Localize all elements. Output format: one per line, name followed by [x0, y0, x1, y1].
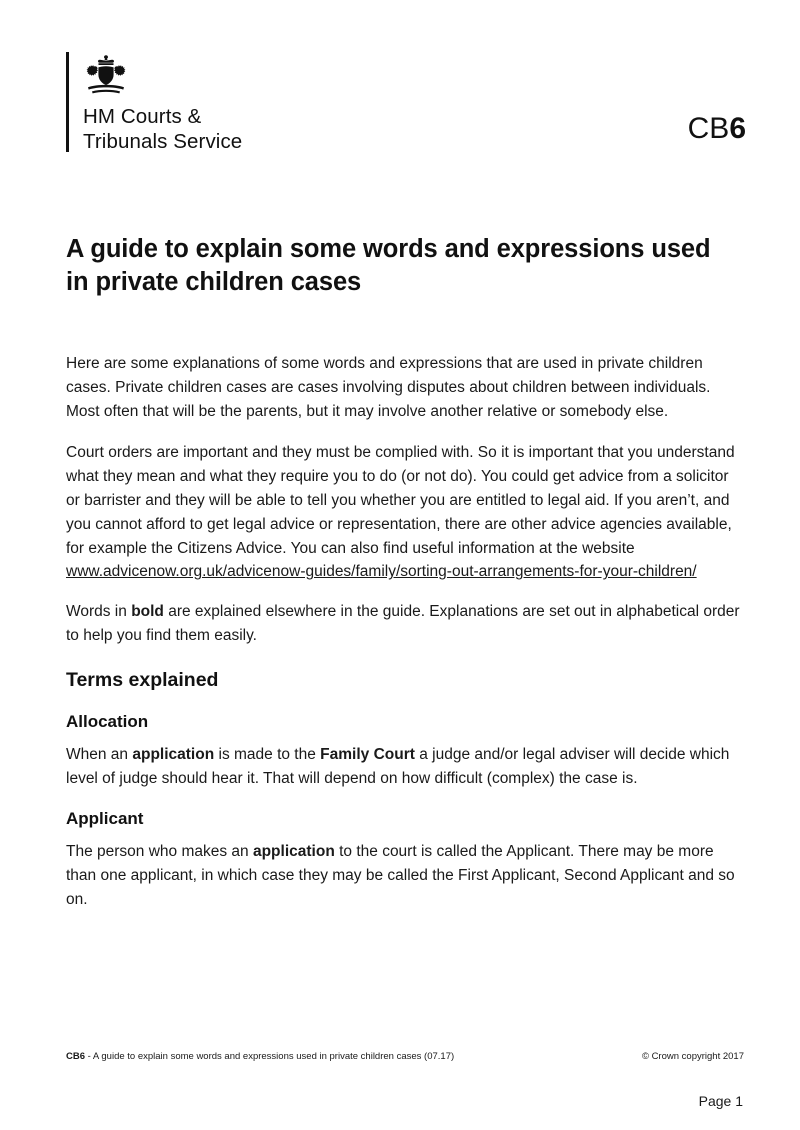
- document-body: [66, 352, 744, 930]
- form-code-prefix: CB: [687, 112, 730, 145]
- intro-paragraph-1: Here are some explanations of some words and expressions that are used in private children cases. Private children cases are cases involving disputes about children between individuals. Most often that will be the parents, but it may involve another relative or somebody else.: [66, 355, 711, 420]
- organisation-name: [83, 104, 242, 154]
- document-header: [66, 52, 746, 162]
- allocation-part3: a judge and/or legal adviser will decide which level of judge should hear it. That will depend on how difficult (complex) the case is.: [66, 745, 730, 787]
- form-code: [688, 114, 746, 144]
- footer-left-text: [66, 1050, 454, 1063]
- applicant-part2: to the court is called the Applicant. There may be more than one applicant, in which case they may be called the First Applicant, Second Applicant and so on.: [66, 843, 735, 908]
- term-text-allocation: [66, 743, 744, 791]
- organisation-name-line1: HM Courts &: [83, 105, 202, 128]
- footer-copyright: © Crown copyright 2017: [641, 1051, 744, 1062]
- allocation-part2: is made to the: [214, 745, 321, 763]
- footer-description: - A guide to explain some words and expressions used in private children cases (07.17): [85, 1051, 455, 1062]
- applicant-bold-application: application: [252, 843, 335, 861]
- logo-inner: [83, 52, 242, 154]
- footer-form-code: CB6: [66, 1051, 86, 1062]
- logo-vertical-rule: [66, 52, 69, 152]
- intro-paragraph-3-part1: Words in: [66, 603, 132, 621]
- organisation-name-line2: Tribunals Service: [83, 130, 243, 153]
- term-heading-applicant: Applicant: [66, 809, 144, 829]
- allocation-bold-application: application: [132, 745, 215, 763]
- form-code-suffix: 6: [729, 112, 746, 145]
- intro-paragraph-3-bold: bold: [131, 603, 164, 621]
- intro-paragraph-2-text: Court orders are important and they must be complied with. So it is important that you understand what they mean and what they require you to do (or not do). You could get advice from a solicitor or barrister and they will be able to tell you whether you are entitled to legal aid. If you aren’t, and you cannot afford to get legal advice or representation, there are other advice agencies available, for example the Citizens Advice. You can also find useful information at the website: [66, 444, 735, 557]
- intro-paragraph-2: [66, 441, 744, 584]
- terms-explained-heading: Terms explained: [66, 668, 219, 691]
- allocation-bold-family-court: Family Court: [320, 745, 415, 763]
- term-text-applicant: [66, 840, 744, 911]
- term-heading-allocation: Allocation: [66, 711, 149, 731]
- applicant-part1: The person who makes an: [66, 843, 253, 861]
- intro-paragraph-3: [66, 600, 744, 648]
- page-title: A guide to explain some words and expressions used in private children cases: [66, 235, 711, 297]
- document-footer: [66, 1050, 744, 1063]
- page-number: Page 1: [698, 1093, 743, 1109]
- intro-paragraph-3-part2: are explained elsewhere in the guide. Explanations are set out in alphabetical order to help you find them easily.: [66, 603, 740, 644]
- hmcts-logo: [66, 52, 242, 154]
- royal-coat-of-arms-crest-icon: [83, 54, 129, 96]
- allocation-part1: When an: [66, 745, 133, 763]
- advicenow-link[interactable]: www.advicenow.org.uk/advicenow-guides/family/sorting-out-arrangements-for-your-children/: [66, 563, 697, 581]
